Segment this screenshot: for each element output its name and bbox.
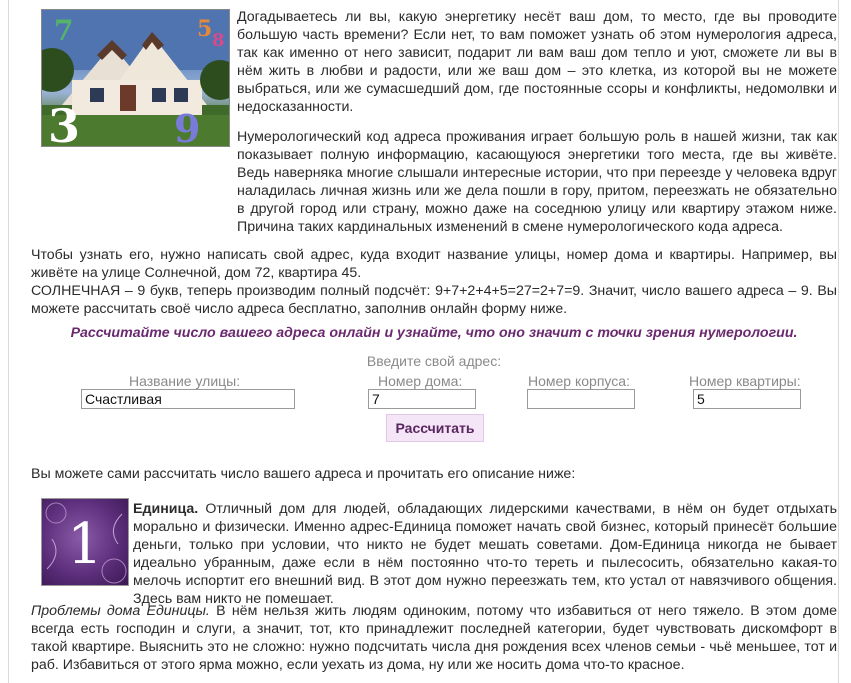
number-one-description: [133, 500, 837, 608]
apartment-number-input[interactable]: [693, 389, 801, 409]
intro-paragraph-1: Догадываетесь ли вы, какую энергетику несёт ваш дом, то место, где вы проводите большую часть времени? Если нет, то вам поможет узнать об этом нумерология адреса, так как именно от него зависит, подарит ли вам ваш дом тепло и уют, сможете ли вы в нём жить в любви и радости, или же ваш дом – это клетка, из которой вы не можете выбраться, или же сумасшедший дом, где постоянные ссоры и конфликты, недомолвки и недосказанности.: [237, 9, 837, 115]
digit-five: 5: [197, 16, 213, 42]
intro-paragraph-3: Чтобы узнать его, нужно написать свой адрес, куда входит название улицы, номер дома и квартиры. Например, вы живёте на улице Солнечной, дом 72, квартира 45.: [31, 247, 837, 281]
digit-nine: 9: [174, 106, 201, 146]
street-label: Название улицы:: [129, 373, 241, 389]
page-frame: [8, 0, 839, 683]
digit-eight: 8: [212, 30, 225, 51]
house-number-label: Номер дома:: [378, 373, 463, 389]
house-illustration: [42, 10, 229, 146]
house-number-input[interactable]: [368, 389, 476, 409]
intro-paragraph-4: СОЛНЕЧНАЯ – 9 букв, теперь производим полный подсчёт: 9+7+2+4+5=27=2+7=9. Значит, число вашего адреса – 9. Вы можете рассчитать своё число адреса бесплатно, заполнив онлайн форму ниже.: [31, 283, 837, 317]
digit-seven: 7: [54, 14, 74, 47]
number-one-problems-title: Проблемы дома Единицы.: [31, 603, 210, 619]
number-one-illustration: [42, 499, 128, 585]
apartment-number-label: Номер квартиры:: [689, 373, 801, 389]
intro-paragraph-2: [237, 128, 837, 236]
digit-three: 3: [48, 99, 81, 146]
street-input[interactable]: [81, 389, 295, 409]
description-lead: Вы можете сами рассчитать число вашего адреса и прочитать его описание ниже:: [31, 466, 576, 482]
number-one-digit: 1: [67, 512, 103, 577]
calculator-heading: Рассчитайте число вашего адреса онлайн и узнайте, что оно значит с точки зрения нумерологии.: [70, 325, 798, 341]
number-one-text: Отличный дом для людей, обладающих лидерскими качествами, в нём он будет отдыхать морально и физически. Именно адрес-Единица поможет начать свой бизнес, который принесёт большие деньги, только при условии, что никто не будет мешать советами. Дом-Единица никогда не бывает идеально убранным, даже если в нём постоянно что-то тереть и пылесосить, обязательно какая-то мелочь испортит его внешний вид. В этот дом нужно переезжать тем, кто устал от навязчивого общения. Здесь вам никто не помешает.: [133, 501, 837, 607]
number-one-image: [41, 498, 129, 586]
form-caption: Введите свой адрес:: [366, 353, 502, 369]
building-number-input[interactable]: [527, 389, 635, 409]
intro-paragraph-2-text: Нумерологический код адреса проживания играет большую роль в нашей жизни, так как показывает полную информацию, касающуюся энергетики того места, где вы живёте. Ведь наверняка многие слышали интересные истории, что при переезде у человека вдруг наладилась личная жизнь или же дела пошли в гору, притом, переезжать не обязательно в другой город или страну, можно даже на соседнюю улицу или квартиру этажом ниже. Причина таких кардинальных изменений в смене нумерологического кода адреса.: [237, 129, 837, 235]
number-one-problems-text: В нём нельзя жить людям одиноким, потому что избавиться от него тяжело. В этом доме всегда есть господин и слуги, а значит, тот, кто принадлежит последней категории, будет чувствовать дискомфорт в такой квартире. Выяснить это не сложно: нужно подсчитать числа дня рождения всех членов семьи - чьё меньшее, тот и раб. Избавиться от этого ярма можно, если уехать из дома, ну или же носить дома что-то красное.: [31, 603, 837, 673]
number-one-problems: [31, 602, 837, 674]
number-one-title: Единица.: [133, 501, 199, 517]
calculate-button[interactable]: Рассчитать: [386, 414, 484, 442]
house-numbers-image: [41, 9, 230, 147]
building-number-label: Номер корпуса:: [528, 373, 630, 389]
